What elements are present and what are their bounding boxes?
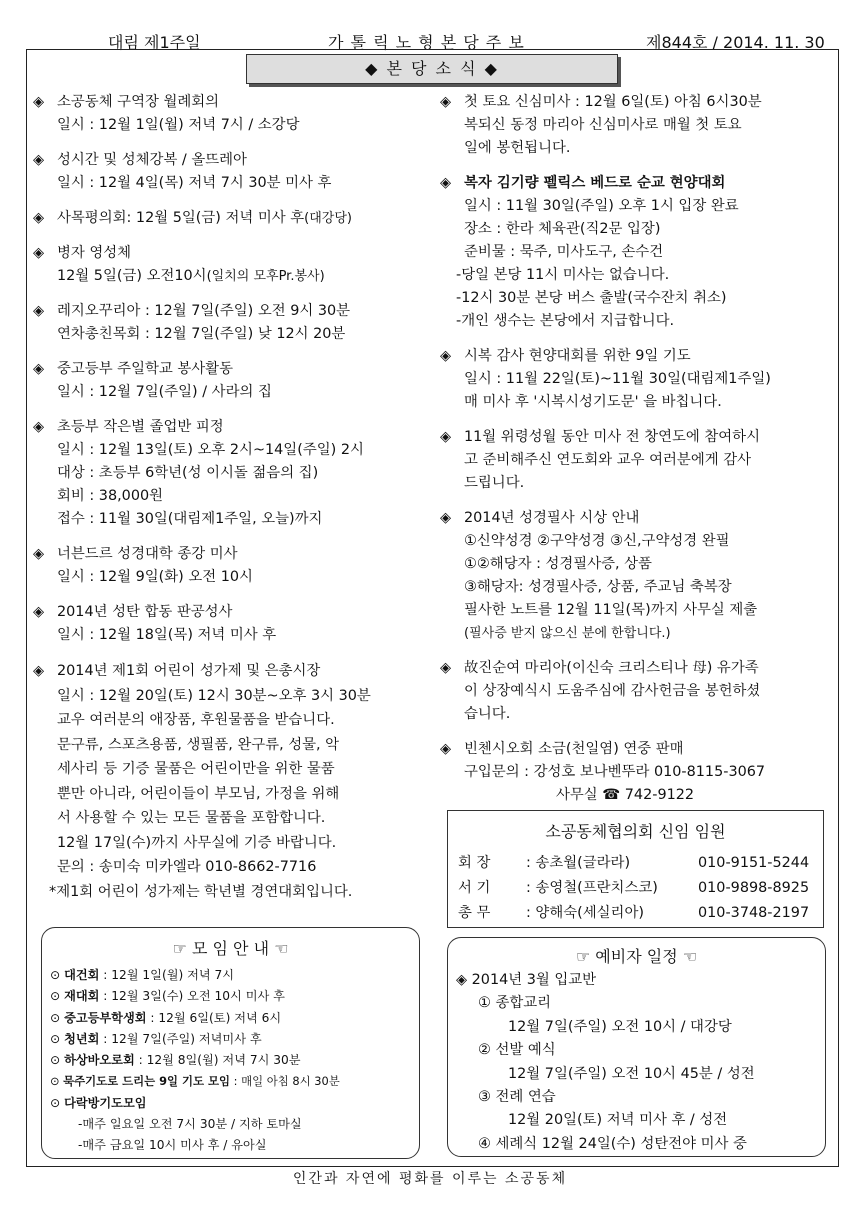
circle-dot-icon: ⊙ [50, 1031, 61, 1046]
diamond-icon: ◈ [33, 361, 45, 377]
news-item: ◈ 2014년 성경필사 시상 안내 ①신약성경 ②구약성경 ③신,구약성경 완필 ①②해당자 : 성경필사증, 상품 ③해당자: 성경필사증, 상품, 주교님 축복장 필사한 노트를 12월 11일(목)까지 사무실 제출 (필사증 받지 않으신 분에 한합니다.) [440, 507, 832, 645]
diamond-icon: ◈ [33, 419, 45, 435]
news-item: ◈ 빈첸시오회 소금(천일염) 연중 판매 구입문의 : 강성호 보나벤뚜라 010-8115-3067 사무실 ☎ 742-9122 [440, 738, 832, 807]
diamond-icon: ◈ [33, 210, 45, 226]
meetings-title: ☞ 모 임 안 내 ☜ [172, 939, 289, 958]
schedule-item-label: ④ 세례식 12월 24일(수) 성탄전야 미사 중 [478, 1135, 747, 1152]
header-title: 가 톨 릭 노 형 본 당 주 보 [328, 33, 525, 52]
news-item: ◈ 성시간 및 성체강복 / 올뜨레아 일시 : 12월 4일(목) 저녁 7시 30분 미사 후 [33, 149, 423, 195]
news-item: ◈ 첫 토요 신심미사 : 12월 6일(토) 아침 6시30분 복되신 동정 마리아 신심미사로 매월 첫 토요 일에 봉헌됩니다. [440, 91, 832, 160]
diamond-icon: ◈ [33, 303, 45, 319]
news-item: ◈ 11월 위령성월 동안 미사 전 창연도에 참여하시 고 준비해주신 연도회와 교우 여러분에게 감사 드립니다. [440, 426, 832, 495]
schedule-item-detail: 12월 7일(주일) 오전 10시 45분 / 성전 [508, 1065, 755, 1082]
diamond-icon: ◈ [440, 741, 452, 757]
news-item: ◈ 초등부 작은별 졸업반 피정 일시 : 12월 13일(토) 오후 2시~14일(주일) 2시 대상 : 초등부 6학년(성 이시돌 젊음의 집) 회비 : 38,000원 접수 : 11월 30일(대림제1주일, 오늘)까지 [33, 416, 423, 531]
footer-slogan: 인간과 자연에 평화를 이루는 소공동체 [292, 1171, 568, 1187]
news-item: ◈ 병자 영성체 12월 5일(금) 오전10시(일치의 모후Pr.봉사) [33, 242, 423, 288]
news-item: ◈ 너븐드르 성경대학 종강 미사 일시 : 12월 9일(화) 오전 10시 [33, 543, 423, 589]
circle-dot-icon: ⊙ [50, 1095, 61, 1110]
schedule-item-label: ② 선발 예식 [478, 1042, 556, 1059]
meeting-item: ⊙ 묵주기도로 드리는 9일 기도 모임 : 매일 아침 8시 30분 [50, 1074, 340, 1089]
diamond-icon: ◈ [33, 245, 45, 261]
header-left: 대림 제1주일 [108, 33, 201, 52]
schedule-heading: ◈ 2014년 3월 입교반 [456, 972, 597, 988]
schedule-item-label: ③ 전례 연습 [478, 1089, 556, 1106]
officer-row: 총 무 : 양해숙(세실리아) 010-3748-2197 [458, 905, 810, 921]
news-item: ◈ 복자 김기량 펠릭스 베드로 순교 현양대회 일시 : 11월 30일(주일) 오후 1시 입장 완료 장소 : 한라 체육관(직2문 입장) 준비물 : 묵주, 미사도구, 손수건 -당일 본당 11시 미사는 없습니다. -12시 30분 본당 버스 출발(국수잔치 취소) -개인 생수는 본당에서 지급합니다. [440, 172, 832, 333]
circle-dot-icon: ⊙ [50, 989, 61, 1004]
schedule-item-detail: 12월 20일(토) 저녁 미사 후 / 성전 [508, 1112, 728, 1129]
schedule-title: ☞ 예비자 일정 ☜ [575, 947, 698, 966]
diamond-icon: ◈ [33, 152, 45, 168]
news-item: ◈ 2014년 제1회 어린이 성가제 및 은총시장 일시 : 12월 20일(토) 12시 30분~오후 3시 30분 교우 여러분의 애장품, 후원물품을 받습니다. 문구류, 스포츠용품, 생필품, 완구류, 성물, 악 세사리 등 기증 물품은 어린이만을 위한 물품 뿐만 아니라, 어린이들이 부모님, 가정을 위해 서 사용할 수 있는 모든 물품을 포함합니다. 12월 17일(수)까지 사무실에 기증 바랍니다. 문의 : 송미숙 미카엘라 010-8662-7716 *제1회 어린이 성가제는 학년별 경연대회입니다. [33, 659, 423, 904]
diamond-icon: ◈ [440, 660, 452, 676]
header-issue: 제844호 / 2014. 11. 30 [646, 33, 825, 52]
schedule-item-label: ① 종합교리 [478, 995, 552, 1012]
diamond-icon: ◈ [33, 94, 45, 110]
right-column [440, 91, 832, 819]
officers-box [447, 810, 824, 928]
diamond-icon: ◈ [33, 604, 45, 620]
circle-dot-icon: ⊙ [50, 1053, 61, 1068]
officer-row: 회 장 : 송초월(글라라) 010-9151-5244 [458, 855, 810, 871]
officers-title: 소공동체협의회 신임 임원 [545, 822, 726, 841]
news-item: ◈ 故진순여 마리아(이신숙 크리스티나 母) 유가족 이 상장예식시 도움주심에 감사헌금을 봉헌하셨 습니다. [440, 657, 832, 726]
meeting-subline: -매주 일요일 오전 7시 30분 / 지하 토마실 [78, 1117, 302, 1132]
diamond-icon: ◈ [440, 510, 452, 526]
meeting-item: ⊙ 재대회 : 12월 3일(수) 오전 10시 미사 후 [50, 989, 285, 1004]
diamond-icon: ◈ [440, 175, 452, 191]
schedule-item-detail: 12월 7일(주일) 오전 10시 / 대강당 [508, 1018, 732, 1035]
diamond-icon: ◈ [33, 546, 45, 562]
news-item: ◈ 소공동체 구역장 월례회의 일시 : 12월 1일(월) 저녁 7시 / 소강당 [33, 91, 423, 137]
section-banner: ◆ 본 당 소 식 ◆ [246, 54, 618, 84]
diamond-icon: ◈ [33, 663, 45, 679]
news-item: ◈ 2014년 성탄 합동 판공성사 일시 : 12월 18일(목) 저녁 미사 후 [33, 601, 423, 647]
news-item: ◈ 시복 감사 현양대회를 위한 9일 기도 일시 : 11월 22일(토)~11월 30일(대림제1주일) 매 미사 후 '시복시성기도문' 을 바칩니다. [440, 345, 832, 414]
meetings-box [41, 927, 420, 1159]
news-item: ◈ 사목평의회: 12월 5일(금) 저녁 미사 후(대강당) [33, 207, 423, 230]
circle-dot-icon: ⊙ [50, 1074, 60, 1089]
meeting-item: ⊙ 대건회 : 12월 1일(월) 저녁 7시 [50, 968, 235, 982]
diamond-icon: ◈ [440, 348, 452, 364]
meeting-item: ⊙ 다락방기도모임 [50, 1095, 147, 1110]
diamond-icon: ◈ [440, 429, 452, 445]
schedule-box [447, 937, 826, 1157]
circle-dot-icon: ⊙ [50, 968, 61, 982]
meeting-item: ⊙ 청년회 : 12월 7일(주일) 저녁미사 후 [50, 1031, 262, 1046]
meeting-subline: -매주 금요일 10시 미사 후 / 유아실 [78, 1138, 267, 1153]
diamond-icon: ◈ [440, 94, 452, 110]
meeting-item: ⊙ 하상바오로회 : 12월 8일(월) 저녁 7시 30분 [50, 1053, 301, 1068]
left-column [33, 91, 423, 916]
news-item: ◈ 레지오꾸리아 : 12월 7일(주일) 오전 9시 30분 연차총친목회 : 12월 7일(주일) 낮 12시 20분 [33, 300, 423, 346]
meeting-item: ⊙ 중고등부학생회 : 12월 6일(토) 저녁 6시 [50, 1010, 282, 1025]
news-item: ◈ 중고등부 주일학교 봉사활동 일시 : 12월 7일(주일) / 사라의 집 [33, 358, 423, 404]
officer-row: 서 기 : 송영철(프란치스코) 010-9898-8925 [458, 880, 810, 896]
circle-dot-icon: ⊙ [50, 1010, 61, 1025]
